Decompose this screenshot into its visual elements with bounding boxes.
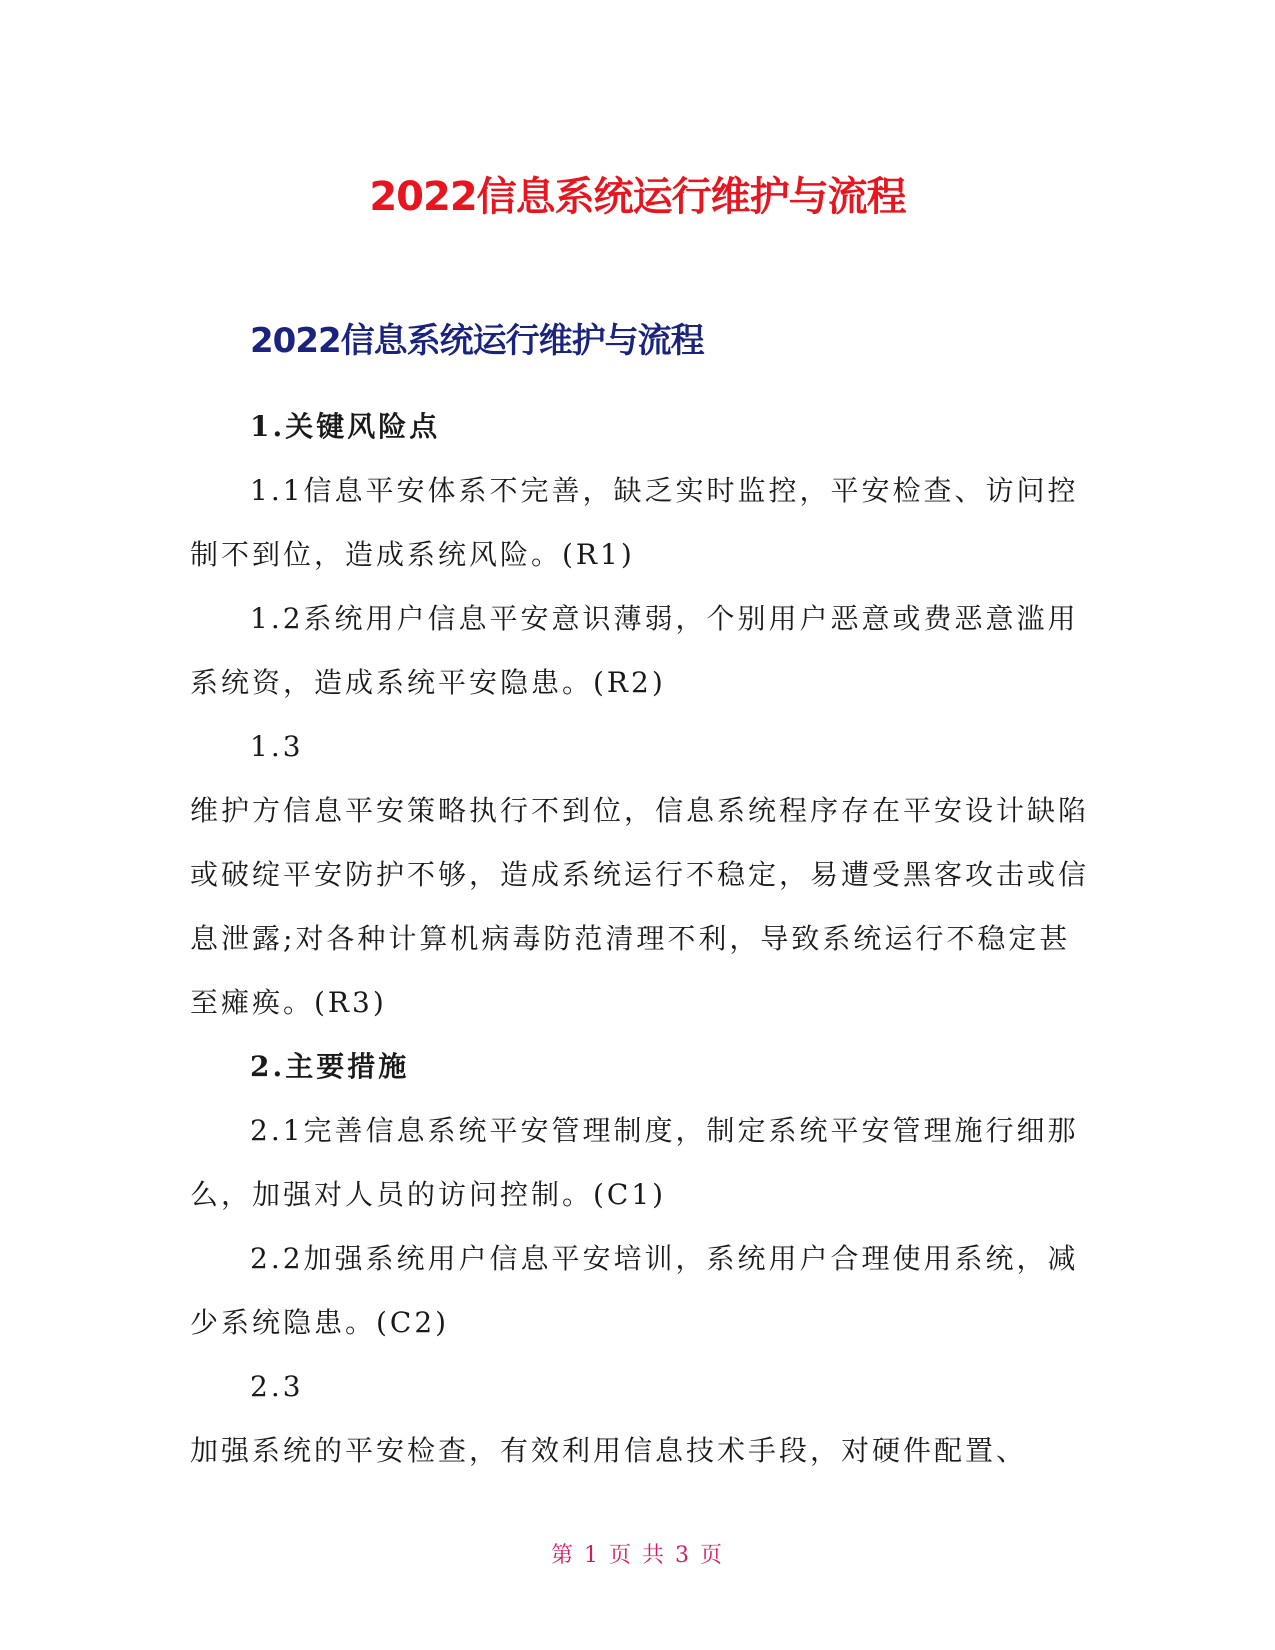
section-heading-measures: 2.主要措施 [250,1050,410,1083]
document-title: 2022信息系统运行维护与流程 [369,174,906,220]
paragraph-1-3-number: 1.3 [250,730,304,763]
paragraph-2-3-body: 加强系统的平安检查，有效利用信息技术手段，对硬件配置、 [190,1434,1028,1467]
paragraph-1-3-body: 维护方信息平安策略执行不到位，信息系统程序存在平安设计缺陷或破绽平安防护不够，造成系统运行不稳定，易遭受黑客攻击或信息泄露;对各种计算机病毒防范清理不利，导致系统运行不稳定甚至瘫痪。(R3) [190,794,1090,1019]
page-footer: 第 1 页 共 3 页 [551,1543,724,1568]
section-heading-risk: 1.关键风险点 [250,410,441,443]
document-subtitle: 2022信息系统运行维护与流程 [250,321,704,361]
paragraph-1-2: 1.2系统用户信息平安意识薄弱，个别用户恶意或费恶意滥用系统资，造成系统平安隐患。(R2) [190,602,1079,699]
paragraph-2-2: 2.2加强系统用户信息平安培训，系统用户合理使用系统，减少系统隐患。(C2) [190,1242,1079,1339]
paragraph-1-1: 1.1信息平安体系不完善，缺乏实时监控，平安检查、访问控制不到位，造成系统风险。(R1) [190,474,1079,571]
document-body [190,395,1090,1483]
paragraph-2-1: 2.1完善信息系统平安管理制度，制定系统平安管理施行细那么，加强对人员的访问控制。(C1) [190,1114,1079,1211]
paragraph-2-3-number: 2.3 [250,1370,304,1403]
